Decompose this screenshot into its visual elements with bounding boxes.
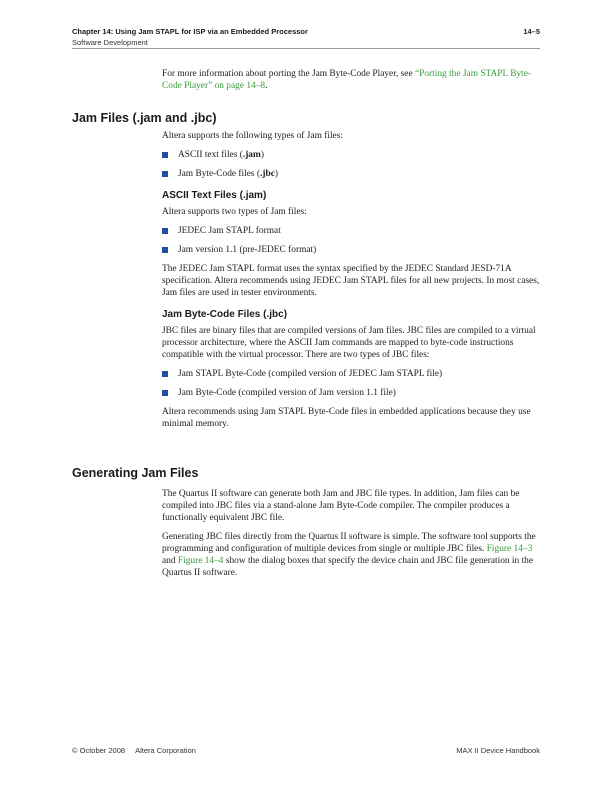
generating-paragraph-1: The Quartus II software can generate both Jam and JBC file types. In addition, Jam files can be compiled into JBC files via a stand-alone Jam Byte-Code compiler. The compiler produces a functionally equivalent JBC file. bbox=[162, 489, 520, 523]
footer-date: © October 2008 bbox=[72, 746, 126, 755]
section-title: Software Development bbox=[72, 38, 148, 47]
chapter-title: Chapter 14: Using Jam STAPL for ISP via an Embedded Processor bbox=[72, 27, 308, 36]
heading-jbc-files: Jam Byte-Code Files (.jbc) bbox=[162, 309, 288, 320]
intro-end: . bbox=[265, 81, 268, 91]
list-item: Jam version 1.1 (pre-JEDEC format) bbox=[162, 244, 542, 256]
list-item: JEDEC Jam STAPL format bbox=[162, 225, 542, 237]
ascii-types-list bbox=[162, 225, 542, 256]
generating-paragraph-2: Generating JBC files directly from the Quartus II software is simple. The software tool supports the programming and configuration of multiple devices from single or multiple JBC files. Figure 14–3 and Figure 14–4 show the dialog boxes that specify the device chain and JBC file generation in the Quartus II software. bbox=[162, 532, 536, 578]
intro-paragraph bbox=[162, 68, 542, 92]
list-item: Jam STAPL Byte-Code (compiled version of JEDEC Jam STAPL file) bbox=[162, 368, 542, 380]
page-number: 14–5 bbox=[523, 27, 540, 36]
figure-14-4-link[interactable]: Figure 14–4 bbox=[177, 556, 224, 566]
jam-files-intro: Altera supports the following types of Jam files: bbox=[162, 131, 343, 141]
figure-14-3-link[interactable]: Figure 14–3 bbox=[486, 544, 533, 554]
list-item: Jam Byte-Code (compiled version of Jam version 1.1 file) bbox=[162, 387, 542, 399]
footer-corporation: Altera Corporation bbox=[135, 746, 196, 755]
header-divider bbox=[72, 48, 540, 49]
jbc-paragraph: JBC files are binary files that are compiled versions of Jam files. JBC files are compiled to a virtual processor architecture, where the ASCII Jam commands are mapped to byte-code instructions compatible with the virtual processor. There are two types of JBC files: bbox=[162, 326, 536, 360]
page-header bbox=[72, 27, 540, 47]
jam-file-types-list bbox=[162, 149, 542, 180]
jam-files-section bbox=[162, 130, 542, 437]
porting-link[interactable]: “Porting the Jam STAPL Byte-Code Player” on page 14–8 bbox=[162, 69, 532, 91]
ascii-intro: Altera supports two types of Jam files: bbox=[162, 207, 307, 217]
page-footer bbox=[72, 746, 540, 755]
ascii-paragraph: The JEDEC Jam STAPL format uses the syntax specified by the JEDEC Standard JESD-71A specification. Altera recommends using JEDEC Jam STAPL files for all new projects. In most cases, Jam files are used in tester environments. bbox=[162, 264, 540, 298]
jbc-recommendation: Altera recommends using Jam STAPL Byte-Code files in embedded applications because they use minimal memory. bbox=[162, 407, 531, 429]
list-item: ASCII text files (.jam) bbox=[162, 149, 542, 161]
intro-text: For more information about porting the Jam Byte-Code Player, see bbox=[162, 69, 415, 79]
list-item: Jam Byte-Code files (.jbc) bbox=[162, 168, 542, 180]
jbc-types-list bbox=[162, 368, 542, 399]
intro-block bbox=[162, 68, 542, 99]
heading-ascii-text-files: ASCII Text Files (.jam) bbox=[162, 190, 267, 201]
footer-handbook: MAX II Device Handbook bbox=[456, 746, 540, 755]
heading-jam-files: Jam Files (.jam and .jbc) bbox=[72, 111, 217, 125]
generating-section bbox=[162, 488, 542, 586]
heading-generating-jam-files: Generating Jam Files bbox=[72, 466, 199, 480]
